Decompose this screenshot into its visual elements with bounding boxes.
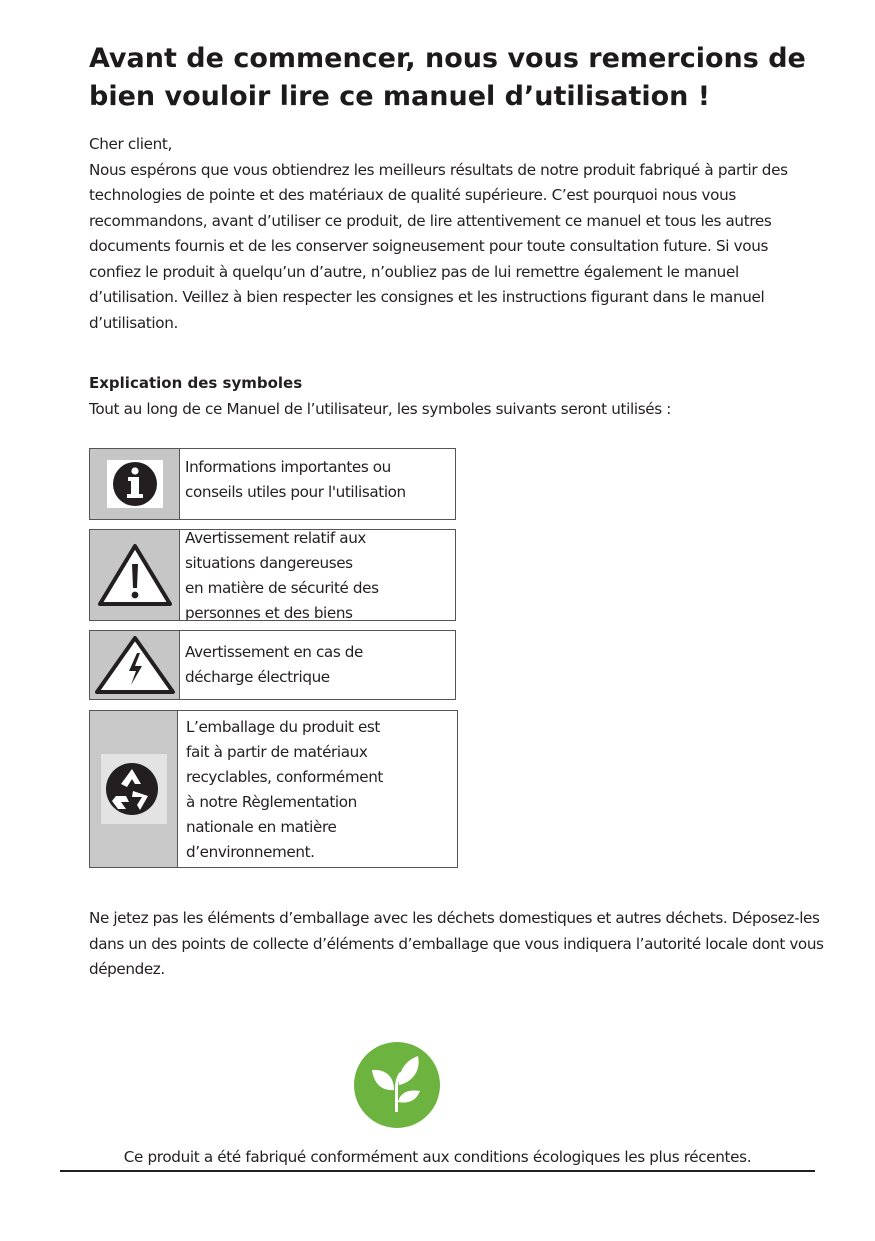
symbol-icon-cell <box>90 449 180 519</box>
symbols-intro: Tout au long de ce Manuel de l’utilisateur, les symboles suivants seront utilisés : <box>89 400 672 418</box>
footer-divider <box>60 1170 815 1172</box>
intro-paragraph: Nous espérons que vous obtiendrez les meilleurs résultats de notre produit fabriqué à partir des technologies de pointe et des matériaux de qualité supérieure. C’est pourquoi nous vous recommandons, avant d’utiliser ce produit, de lire attentivement ce manuel et tous les autres documents fournis et de les conserver soigneusement pour toute consultation future. Si vous confiez le produit à quelqu’un d’autre, n’oubliez pas de lui remettre également le manuel d’utilisation. Veillez à bien respecter les consignes et les instructions figurant dans le manuel d’utilisation. <box>89 160 788 332</box>
electric-shock-icon <box>94 635 176 695</box>
symbol-text-line: Avertissement en cas de <box>185 643 363 661</box>
symbol-text-line: conseils utiles pour l'utilisation <box>185 483 406 501</box>
symbol-text-line: L’emballage du produit est <box>186 718 380 736</box>
symbol-description <box>180 631 455 699</box>
symbol-text-line: décharge électrique <box>185 668 330 686</box>
symbol-icon-cell <box>90 631 180 699</box>
intro-section <box>89 132 824 336</box>
symbol-description <box>180 526 455 620</box>
symbol-description <box>180 449 455 519</box>
symbol-row-info <box>89 448 456 520</box>
symbol-icon-cell <box>90 530 180 620</box>
footer-note: Ce produit a été fabriqué conformément aux conditions écologiques les plus récentes. <box>123 1148 752 1166</box>
recycle-icon <box>99 752 169 826</box>
disposal-paragraph: Ne jetez pas les éléments d’emballage avec les déchets domestiques et autres déchets. Déposez-les dans un des points de collecte d’éléments d’emballage que vous indiquera l’autorité locale dont vous dépendez. <box>89 909 824 978</box>
eco-leaf-icon <box>354 1042 440 1128</box>
symbol-text-line: d’environnement. <box>186 843 315 861</box>
disposal-notice <box>89 906 829 983</box>
greeting: Cher client, <box>89 135 172 153</box>
symbol-text-line: fait à partir de matériaux <box>186 743 368 761</box>
symbol-text-line: Avertissement relatif aux <box>185 529 367 547</box>
symbol-text-line: recyclables, conformément <box>186 768 383 786</box>
symbol-text-line: nationale en matière <box>186 818 337 836</box>
symbol-text-line: Informations importantes ou <box>185 458 391 476</box>
symbols-heading: Explication des symboles <box>89 374 303 392</box>
info-icon <box>104 458 166 510</box>
symbol-text-line: à notre Règlementation <box>186 793 357 811</box>
symbol-icon-cell <box>90 711 178 867</box>
symbol-text-line: situations dangereuses <box>185 554 353 572</box>
symbol-description <box>178 711 457 867</box>
warning-icon <box>97 542 173 608</box>
symbol-row-warning <box>89 529 456 621</box>
symbol-row-electric <box>89 630 456 700</box>
symbol-text-line: personnes et des biens <box>185 604 353 620</box>
symbol-row-recycle <box>89 710 458 868</box>
page-title: Avant de commencer, nous vous remercions de bien vouloir lire ce manuel d’utilisation ! <box>89 43 806 112</box>
symbol-text-line: en matière de sécurité des <box>185 579 379 597</box>
